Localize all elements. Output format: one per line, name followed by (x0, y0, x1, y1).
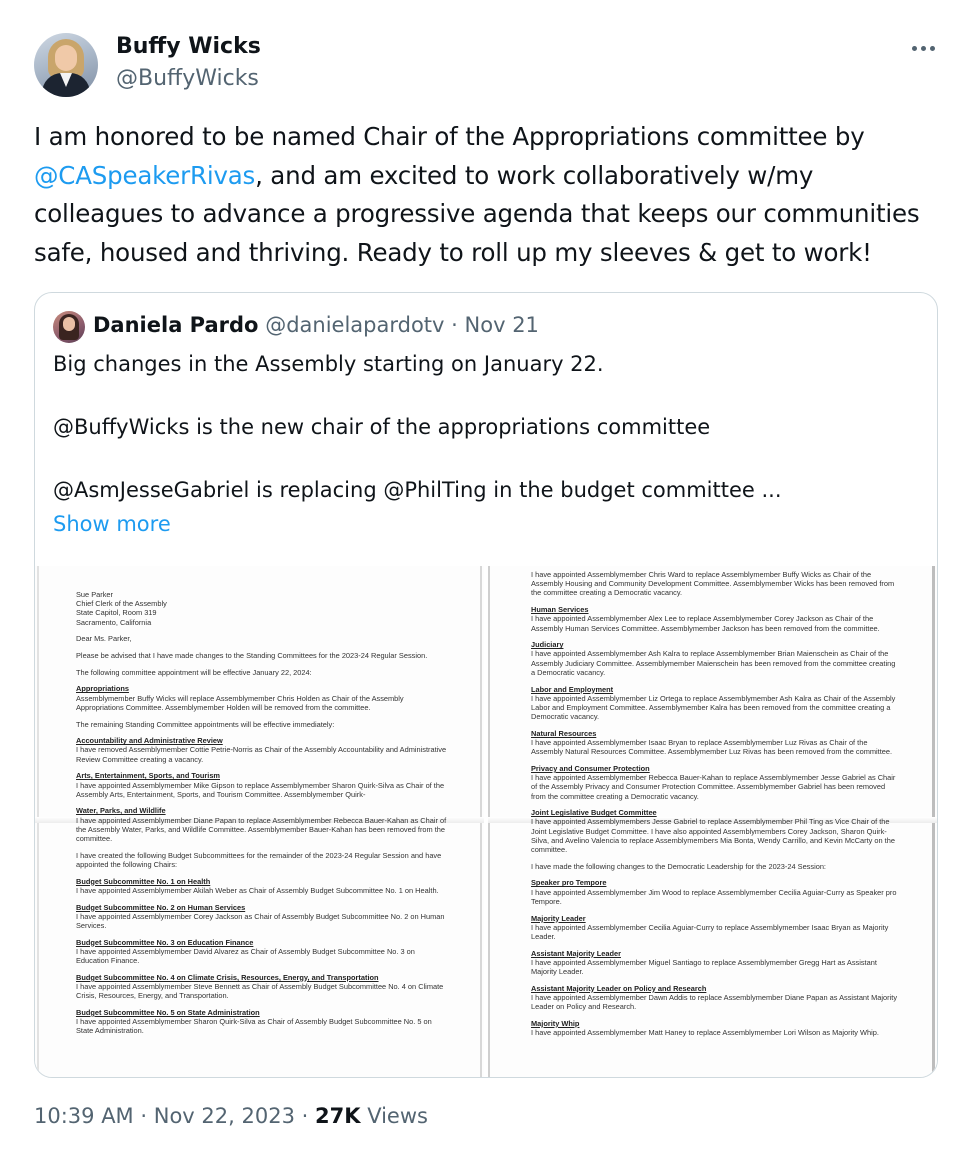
more-options-icon[interactable] (908, 40, 938, 56)
letter-paragraph: I have appointed Assemblymember Alex Lee to replace Assemblymember Corey Jackson as Chair of the Assembly Human Services Committee. Assemblymember Jackson has been removed from the committee. (531, 614, 880, 633)
letter-heading: Majority Leader (531, 913, 586, 923)
quote-line: @AsmJesseGabriel is replacing @PhilTing in the budget committee ... (53, 478, 782, 502)
author-name[interactable]: Buffy Wicks (116, 34, 261, 59)
letter-address: Chief Clerk of the Assembly (76, 599, 167, 609)
letter-heading: Assistant Majority Leader (531, 948, 621, 958)
letter-paragraph: I have appointed Assemblymember Sharon Quirk-Silva as Chair of Assembly Budget Subcommittee No. 5 on State Administration. (76, 1017, 432, 1036)
letter-paragraph: I have appointed Assemblymember Miguel Santiago to replace Assemblymember Gregg Hart as Assistant Majority Leader. (531, 957, 877, 977)
letter-paragraph: I have appointed Assemblymember Dawn Addis to replace Assemblymember Diane Papan as Assistant Majority Leader on Policy and Research. (531, 993, 898, 1012)
letter-heading: Budget Subcommittee No. 3 on Education Finance (76, 937, 254, 947)
more-dot (912, 46, 917, 51)
letter-paragraph: I have appointed Assemblymember Cecilia Aguiar-Curry to replace Assemblymember Isaac Bryan as Majority Leader. (531, 922, 889, 941)
footer-dot: · (301, 1104, 309, 1128)
letter-right-text (531, 570, 901, 1045)
letter-heading: Natural Resources (531, 728, 597, 738)
quote-author-avatar[interactable] (53, 311, 85, 343)
letter-paragraph: Assemblymember Buffy Wicks will replace Assemblymember Chris Holden as Chair of the Assembly Appropriations Committee. Assemblymember Holden will be removed from the committee. (76, 693, 404, 712)
letter-paragraph: The following committee appointment will be effective January 22, 2024: (76, 667, 312, 677)
letter-paragraph: I have appointed Assemblymember Ash Kalra to replace Assemblymember Brian Maienschein as Chair of the Assembly Judiciary Committee. Assemblymember Maienschein has been removed from the committee creating a Democratic vacancy. (531, 649, 896, 677)
letter-heading: Assistant Majority Leader on Policy and Research (531, 983, 707, 993)
avatar-face (55, 45, 77, 71)
tweet-text-after: , and am excited to work collaboratively w/my colleagues to advance a progressive agenda that keeps our communities safe, housed and thriving. Ready to roll up my sleeves & get to work! (34, 160, 920, 267)
quote-date[interactable]: Nov 21 (464, 313, 539, 337)
quote-author-handle[interactable]: @danielapardotv (265, 313, 445, 337)
quote-author-name[interactable]: Daniela Pardo (93, 313, 259, 337)
letter-image-left[interactable] (35, 566, 484, 1078)
letter-heading: Judiciary (531, 640, 564, 650)
quote-text (53, 349, 913, 507)
letter-paragraph: I have made the following changes to the Democratic Leadership for the 2023-24 Session: (531, 861, 826, 871)
quote-separator: · (451, 313, 458, 337)
quote-header (93, 313, 539, 337)
letter-paragraph: I have appointed Assemblymember Steve Bennett as Chair of Assembly Budget Subcommittee No. 4 on Climate Crisis, Resources, Energy, and Transportation. (76, 982, 444, 1001)
letter-paragraph: Please be advised that I have made changes to the Standing Committees for the 2023-24 Regular Session. (76, 651, 428, 661)
letter-heading: Water, Parks, and Wildlife (76, 806, 166, 816)
letter-heading: Joint Legislative Budget Committee (531, 808, 657, 818)
letter-address: Sacramento, California (76, 617, 152, 627)
tweet-time[interactable]: 10:39 AM (34, 1104, 134, 1128)
letter-heading: Budget Subcommittee No. 2 on Human Services (76, 902, 246, 912)
letter-heading: Appropriations (76, 684, 129, 694)
more-dot (921, 46, 926, 51)
views-label: Views (367, 1104, 428, 1128)
author-avatar[interactable] (34, 33, 98, 97)
letter-heading: Accountability and Administrative Review (76, 736, 223, 746)
letter-heading: Human Services (531, 605, 589, 615)
letter-paragraph: I have appointed Assemblymember David Alvarez as Chair of Assembly Budget Subcommittee No. 3 on Education Finance. (76, 946, 415, 966)
letter-paragraph: The remaining Standing Committee appointments will be effective immediately: (76, 719, 335, 729)
letter-paragraph: I have appointed Assemblymember Diane Papan to replace Assemblymember Rebecca Bauer-Kahan as Chair of the Assembly Water, Parks, and Wildlife Committee. Assemblymember Bauer-Kahan has been removed from the committee. (76, 815, 447, 844)
tweet-footer (34, 1104, 428, 1128)
letter-paragraph: I have appointed Assemblymember Matt Haney to replace Assemblymember Lori Wilson as Majority Whip. (531, 1028, 879, 1038)
quote-line: Big changes in the Assembly starting on January 22. (53, 352, 604, 376)
tweet-date[interactable]: Nov 22, 2023 (153, 1104, 295, 1128)
footer-dot: · (140, 1104, 148, 1128)
letter-paragraph: I have appointed Assemblymember Mike Gipson to replace Assemblymember Sharon Quirk-Silva as Chair of the Assembly Arts, Entertainment, Sports, and Tourism Committee. Assemblymember Quirk- (76, 780, 445, 799)
letter-paragraph: I have appointed Assemblymember Rebecca Bauer-Kahan to replace Assemblymember Jesse Gabriel as Chair of the Assembly Privacy and Consumer Protection Committee. Assemblymember Gabriel has been removed from the committee creating a Democratic vacancy. (531, 773, 896, 801)
views-count: 27K (315, 1104, 361, 1128)
show-more-link[interactable]: Show more (53, 512, 171, 536)
letter-heading: Budget Subcommittee No. 4 on Climate Crisis, Resources, Energy, and Transportation (76, 972, 379, 982)
letter-address: State Capitol, Room 319 (76, 608, 157, 618)
quoted-tweet[interactable] (34, 292, 938, 1078)
letter-heading: Speaker pro Tempore (531, 878, 607, 888)
letter-heading: Budget Subcommittee No. 1 on Health (76, 876, 211, 886)
letter-image-right[interactable] (488, 566, 938, 1078)
tweet-text (34, 118, 944, 272)
letter-left-text (76, 590, 448, 1043)
author-handle[interactable]: @BuffyWicks (116, 66, 259, 91)
letter-heading: Privacy and Consumer Protection (531, 763, 650, 773)
letter-paragraph: I have appointed Assemblymember Jim Wood to replace Assemblymember Cecilia Aguiar-Curry as Speaker pro Tempore. (531, 887, 897, 906)
mention-link[interactable]: @CASpeakerRivas (34, 160, 256, 190)
letter-paragraph: I have appointed Assemblymember Liz Ortega to replace Assemblymember Ash Kalra as Chair of the Assembly Labor and Employment Committee. Assemblymember Kalra has been removed from the committee creating a Democratic vacancy. (531, 693, 896, 722)
letter-paragraph: I have appointed Assemblymember Chris Ward to replace Assemblymember Buffy Wicks as Chair of the Assembly Housing and Community Development Committee. Assemblymember Wicks has been removed from the committee creating a Democratic vacancy. (531, 570, 895, 598)
letter-heading: Arts, Entertainment, Sports, and Tourism (76, 771, 220, 781)
tweet-text-before: I am honored to be named Chair of the Appropriations committee by (34, 122, 865, 151)
quote-line: @BuffyWicks is the new chair of the appropriations committee (53, 415, 711, 439)
letter-salutation: Dear Ms. Parker, (76, 634, 132, 644)
letter-paragraph: I have appointed Assemblymember Corey Jackson as Chair of Assembly Budget Subcommittee No. 2 on Human Services. (76, 911, 445, 930)
letter-heading: Labor and Employment (531, 684, 614, 694)
quote-avatar-face (63, 317, 75, 331)
letter-paragraph: I have appointed Assemblymembers Jesse Gabriel to replace Assemblymember Phil Ting as Vice Chair of the Joint Legislative Budget Committee. I have also appointed Assemblymembers Corey Jackson, Sharon Quirk-Silva, and Avelino Valencia to replace Assemblymembers Mia Bonta, Wendy Carrillo, and Kevin McCarty on the committee. (531, 817, 895, 855)
letter-paragraph: I have appointed Assemblymember Akilah Weber as Chair of Assembly Budget Subcommittee No. 1 on Health. (76, 885, 439, 895)
letter-heading: Budget Subcommittee No. 5 on State Administration (76, 1007, 260, 1017)
letter-paragraph: I have created the following Budget Subcommittees for the remainder of the 2023-24 Regular Session and have appointed the following Chairs: (76, 850, 442, 869)
letter-address: Sue Parker (76, 590, 113, 599)
letter-paragraph: I have removed Assemblymember Cottie Petrie-Norris as Chair of the Assembly Accountability and Administrative Review Committee creating a vacancy. (76, 745, 447, 764)
letter-heading: Majority Whip (531, 1018, 580, 1028)
letter-paragraph: I have appointed Assemblymember Isaac Bryan to replace Assemblymember Luz Rivas as Chair of the Assembly Natural Resources Committee. Assemblymember Luz Rivas has been removed from the committee. (531, 738, 893, 757)
more-dot (930, 46, 935, 51)
